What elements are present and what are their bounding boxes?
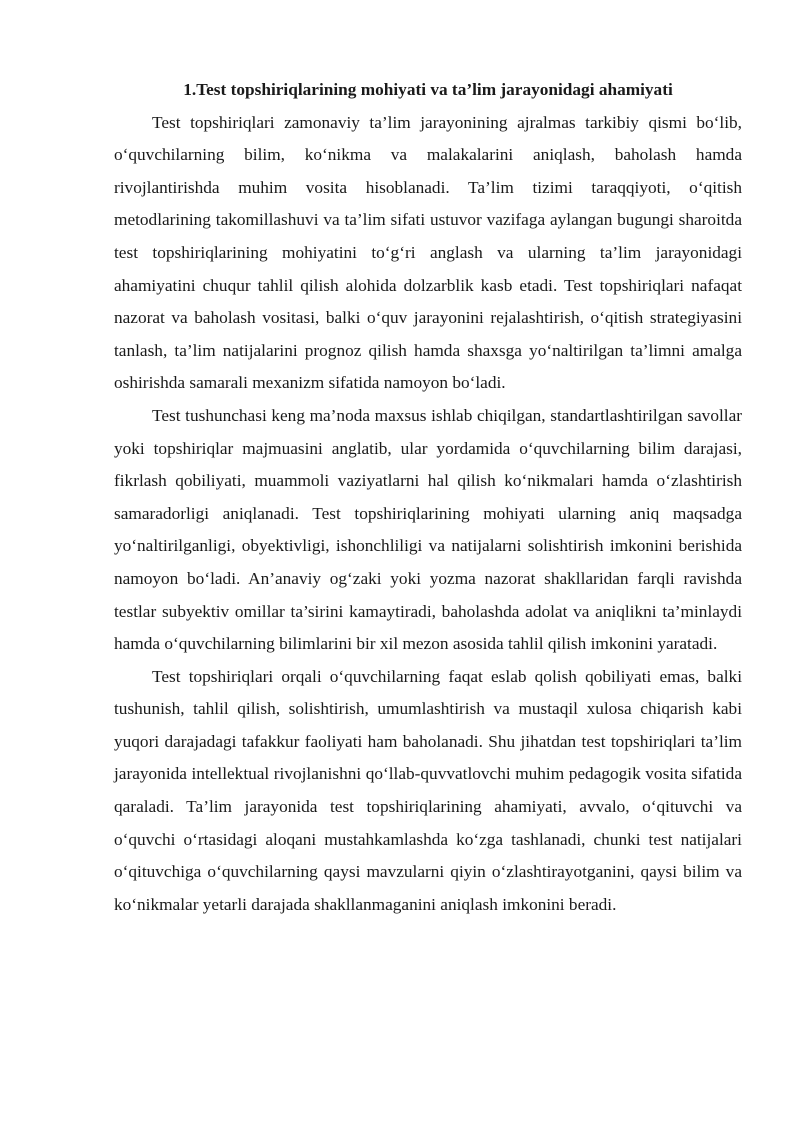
paragraph-2: Test tushunchasi keng ma’noda maxsus ishlab chiqilgan, standartlashtirilgan savollar yoki topshiriqlar majmuasini anglatib, ular yordamida o‘quvchilarning bilim darajasi, fikrlash qobiliyati, muammoli vaziyatlarni hal qilish ko‘nikmalari hamda o‘zlashtirish samaradorligi aniqlanadi. Test topshiriqlarining mohiyati ularning aniq maqsadga yo‘naltirilganligi, obyektivligi, ishonchliligi va natijalarni solishtirish imkonini berishida namoyon bo‘ladi. An’anaviy og‘zaki yoki yozma nazorat shakllaridan farqli ravishda testlar subyektiv omillar ta’sirini kamaytiradi, baholashda adolat va aniqlikni ta’minlaydi hamda o‘quvchilarning bilimlarini bir xil mezon asosida tahlil qilish imkonini yaratadi. (114, 405, 742, 654)
paragraph-1: Test topshiriqlari zamonaviy ta’lim jarayonining ajralmas tarkibiy qismi bo‘lib, o‘quvchilarning bilim, ko‘nikma va malakalarini aniqlash, baholash hamda rivojlantirishda muhim vosita hisoblanadi. Ta’lim tizimi taraqqiyoti, o‘qitish metodlarining takomillashuvi va ta’lim sifati ustuvor vazifaga aylangan bugungi sharoitda test topshiriqlarining mohiyatini to‘g‘ri anglash va ularning ta’lim jarayonidagi ahamiyatini chuqur tahlil qilish alohida dolzarblik kasb etadi. Test topshiriqlari nafaqat nazorat va baholash vositasi, balki o‘quv jarayonini rejalashtirish, o‘qitish strategiyasini tanlash, ta’lim natijalarini prognoz qilish hamda shaxsga yo‘naltirilgan ta’limni amalga oshirishda samarali mexanizm sifatida namoyon bo‘ladi. (114, 112, 742, 393)
paragraph-3: Test topshiriqlari orqali o‘quvchilarning faqat eslab qolish qobiliyati emas, balki tushunish, tahlil qilish, solishtirish, umumlashtirish va mustaqil xulosa chiqarish kabi yuqori darajadagi tafakkur faoliyati ham baholanadi. Shu jihatdan test topshiriqlari ta’lim jarayonida intellektual rivojlanishni qo‘llab-quvvatlovchi muhim pedagogik vosita sifatida qaraladi. Ta’lim jarayonida test topshiriqlarining ahamiyati, avvalo, o‘qituvchi va o‘quvchi o‘rtasidagi aloqani mustahkamlashda ko‘zga tashlanadi, chunki test natijalari o‘qituvchiga o‘quvchilarning qaysi mavzularni qiyin o‘zlashtirayotganini, qaysi bilim va ko‘nikmalar yetarli darajada shakllanmaganini aniqlash imkonini beradi. (114, 666, 742, 914)
section-title: 1.Test topshiriqlarining mohiyati va ta’lim jarayonidagi ahamiyati (183, 80, 673, 99)
document-body (114, 74, 742, 921)
